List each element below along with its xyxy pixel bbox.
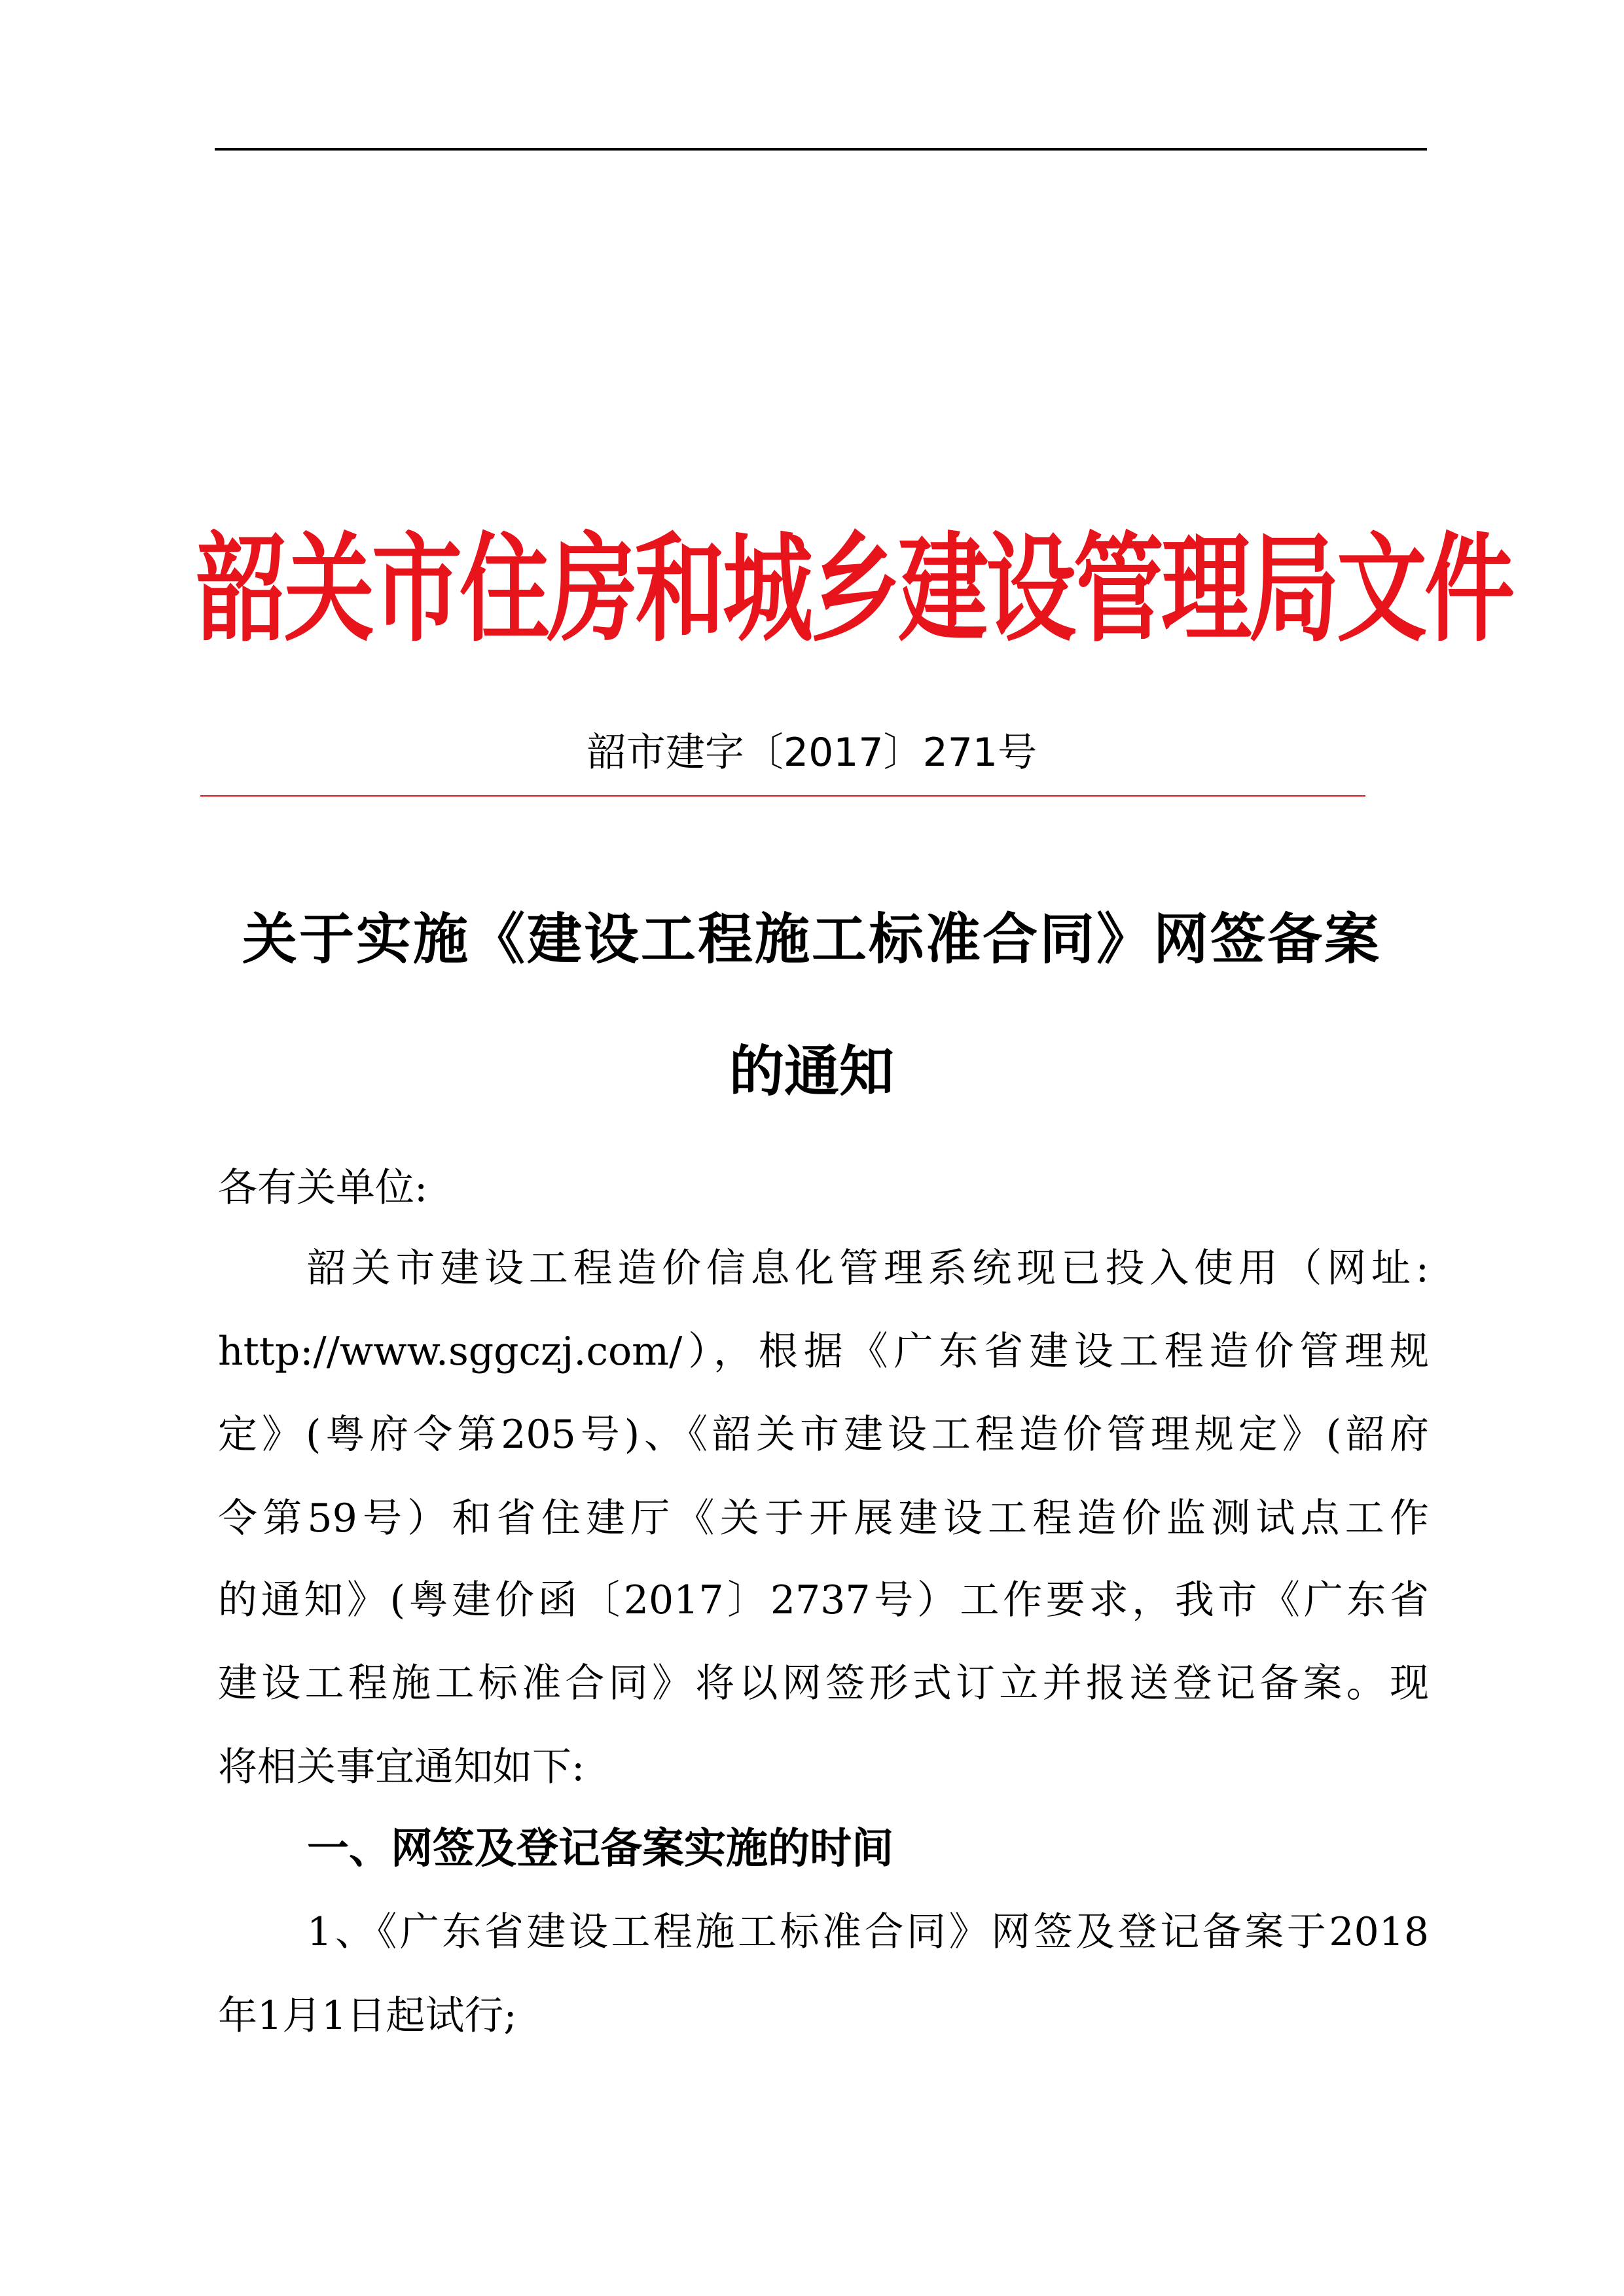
paragraph-1-line-6: 建设工程施工标准合同》将以网签形式订立并报送登记备案。现 <box>218 1660 1429 1706</box>
red-divider-rule <box>200 795 1365 797</box>
letterhead-title: 韶关市住房和城乡建设管理局文件 <box>196 519 1513 658</box>
salutation: 各有关单位: <box>218 1165 428 1211</box>
paragraph-1-line-1: 韶关市建设工程造价信息化管理系统现已投入使用（网址: <box>307 1246 1429 1291</box>
document-number: 韶市建字〔2017〕271号 <box>586 730 1038 776</box>
notice-title-line-1: 关于实施《建设工程施工标准合同》网签备案 <box>242 906 1381 971</box>
notice-title-line-2: 的通知 <box>729 1039 894 1103</box>
paragraph-1-line-3: 定》(粤府令第205号)、《韶关市建设工程造价管理规定》(韶府 <box>218 1412 1429 1458</box>
item-1-line-2: 年1月1日起试行; <box>218 1993 517 2039</box>
item-1-line-1: 1、《广东省建设工程施工标准合同》网签及登记备案于2018 <box>307 1909 1429 1955</box>
paragraph-1-line-2: http://www.sggczj.com/），根据《广东省建设工程造价管理规 <box>218 1329 1429 1374</box>
top-rule <box>215 148 1427 151</box>
section-1-heading: 一、网签及登记备案实施的时间 <box>307 1825 893 1873</box>
paragraph-1-line-7: 将相关事宜通知如下: <box>218 1744 585 1790</box>
paragraph-1-line-5: 的通知》(粤建价函〔2017〕2737号）工作要求，我市《广东省 <box>218 1577 1429 1623</box>
paragraph-1-line-4: 令第59号）和省住建厅《关于开展建设工程造价监测试点工作 <box>218 1496 1429 1541</box>
